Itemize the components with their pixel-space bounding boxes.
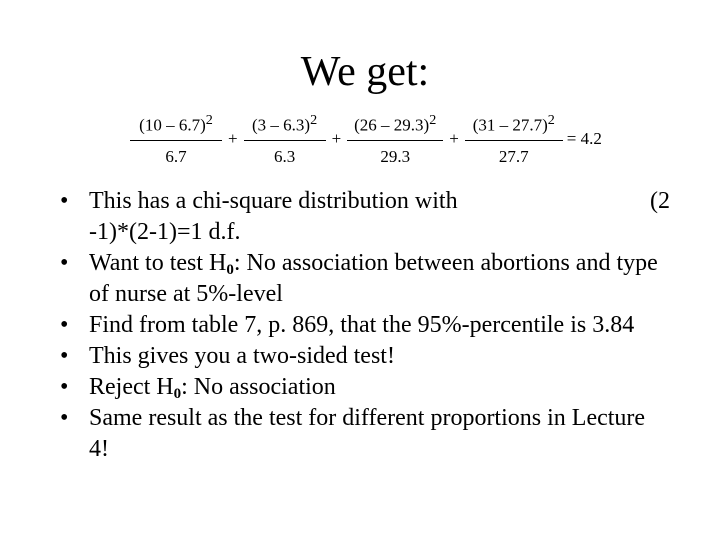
bullet-text: (2: [650, 188, 670, 214]
bullet-text: Same result as the test for different proportions in Lecture 4!: [89, 405, 646, 462]
chi-square-formula: [130, 112, 604, 167]
formula-result: = 4.2: [566, 129, 602, 149]
bullet-icon: •: [60, 405, 69, 431]
term-3-numerator: (26 – 29.3)$^2$: [347, 112, 443, 141]
term-2-numerator: (3 – 6.3)$^2$: [244, 112, 326, 141]
bullet-icon: •: [60, 374, 69, 400]
bullet-item: [60, 341, 670, 372]
term-2-denominator: 6.3: [273, 146, 296, 166]
bullet-text: Want to test H: [89, 250, 227, 276]
subscript: 0: [173, 386, 182, 402]
bullet-text: This has a chi-square distribution with: [89, 188, 458, 214]
formula-term-3: [347, 112, 443, 167]
formula-term-4: [465, 112, 563, 167]
bullet-text: Reject H: [89, 374, 174, 400]
slide-title: We get:: [300, 49, 430, 95]
bullet-list: [60, 186, 670, 465]
plus-sign: +: [331, 129, 342, 149]
bullet-icon: •: [60, 312, 69, 338]
term-1-denominator: 6.7: [165, 146, 187, 166]
formula-term-1: [130, 112, 222, 167]
bullet-icon: •: [60, 343, 69, 369]
bullet-item: [60, 403, 670, 465]
bullet-text: : No association: [181, 374, 336, 400]
bullet-text: This gives you a two-sided test!: [89, 343, 395, 369]
term-4-numerator: (31 – 27.7)$^2$: [465, 112, 563, 141]
bullet-icon: •: [60, 250, 69, 276]
bullet-item: [60, 186, 670, 248]
bullet-text: : No association between abortions and type of nurse at 5%-level: [89, 250, 658, 307]
bullet-text: -1)*(2-1)=1 d.f.: [89, 219, 241, 245]
bullet-item: [60, 310, 670, 341]
term-4-denominator: 27.7: [498, 146, 529, 166]
term-1-numerator: (10 – 6.7)$^2$: [130, 112, 222, 141]
formula-term-2: [244, 112, 326, 167]
bullet-item: [60, 248, 670, 310]
plus-sign: +: [228, 129, 238, 149]
bullet-text: Find from table 7, p. 869, that the 95%-percentile is 3.84: [89, 312, 635, 338]
plus-sign: +: [449, 129, 459, 149]
subscript: 0: [226, 262, 234, 278]
bullet-item: [60, 372, 670, 403]
term-3-denominator: 29.3: [380, 146, 411, 166]
bullet-icon: •: [60, 188, 69, 214]
